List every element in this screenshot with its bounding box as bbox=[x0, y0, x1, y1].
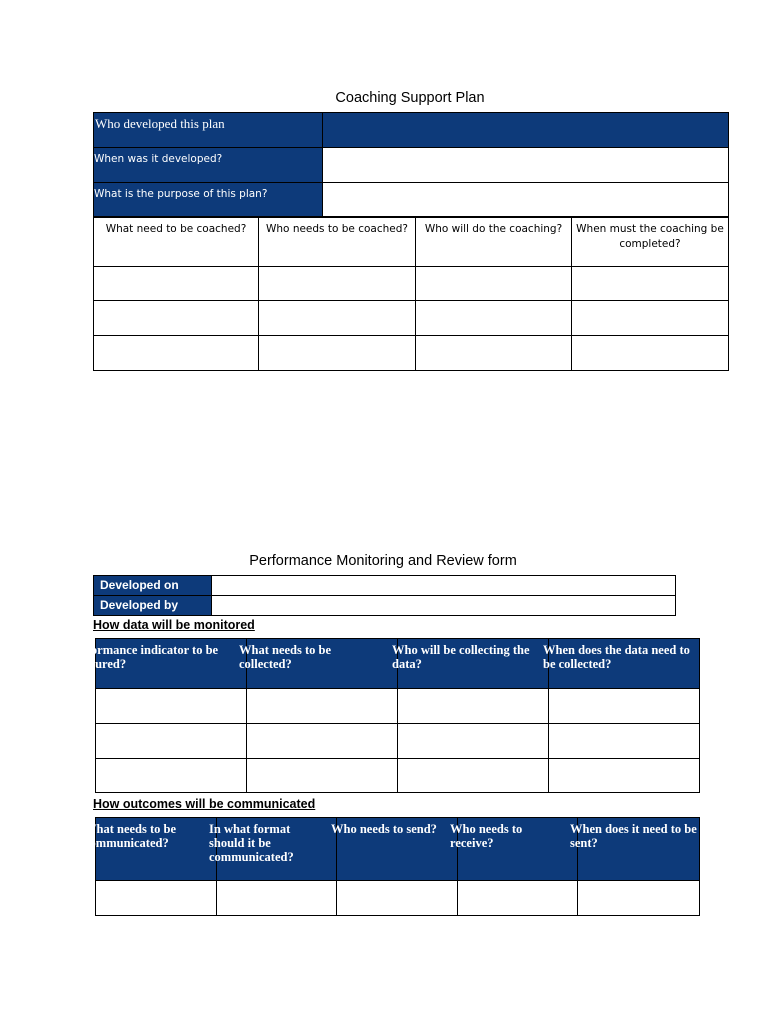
table-cell[interactable] bbox=[94, 336, 259, 371]
monitor-header-when bbox=[543, 639, 700, 689]
developed-by-label: Developed by bbox=[100, 598, 179, 612]
table-cell[interactable] bbox=[416, 267, 572, 301]
monitor-header-who-text: Who will be collecting the data? bbox=[392, 643, 530, 671]
table-cell[interactable] bbox=[96, 759, 247, 793]
table-cell[interactable] bbox=[217, 881, 337, 916]
monitor-header-when-text: When does the data need to be collected? bbox=[543, 643, 690, 671]
coaching-table bbox=[93, 216, 729, 371]
communicate-header-receive-text: Who needs to receive? bbox=[450, 822, 523, 850]
purpose-label: What is the purpose of this plan? bbox=[94, 188, 268, 200]
table-cell[interactable] bbox=[549, 724, 700, 759]
table-row bbox=[96, 689, 700, 724]
table-cell[interactable] bbox=[572, 267, 729, 301]
communicate-table bbox=[84, 817, 700, 916]
table-cell[interactable] bbox=[572, 336, 729, 371]
table-cell[interactable] bbox=[247, 689, 398, 724]
coaching-info-table bbox=[93, 112, 729, 218]
who-developed-label-cell bbox=[94, 113, 323, 148]
developed-by-value[interactable] bbox=[212, 596, 676, 616]
table-row bbox=[96, 724, 700, 759]
communicate-header-send bbox=[331, 818, 458, 881]
table-cell[interactable] bbox=[416, 301, 572, 336]
review-form-title: Performance Monitoring and Review form bbox=[249, 553, 517, 569]
table-cell[interactable] bbox=[94, 301, 259, 336]
table-cell[interactable] bbox=[337, 881, 458, 916]
monitor-header-collected-text: What needs to be collected? bbox=[239, 643, 332, 671]
monitor-header-indicator bbox=[68, 639, 247, 689]
monitor-header-collected bbox=[239, 639, 398, 689]
coaching-header-who-coached bbox=[259, 217, 416, 267]
coaching-plan-title: Coaching Support Plan bbox=[335, 90, 485, 106]
communicate-header-what-text: What needs to be communicated? bbox=[84, 822, 177, 850]
developed-by-label-cell bbox=[94, 596, 212, 616]
communicate-heading: How outcomes will be communicated bbox=[93, 797, 316, 811]
communicate-header-format-text: In what format should it be communicated? bbox=[209, 822, 294, 864]
table-row bbox=[94, 267, 729, 301]
when-developed-label-cell bbox=[94, 148, 323, 183]
monitor-heading: How data will be monitored bbox=[93, 618, 255, 632]
table-row bbox=[94, 301, 729, 336]
when-developed-value[interactable] bbox=[323, 148, 729, 183]
coaching-header-what-text: What need to be coached? bbox=[105, 223, 247, 235]
table-cell[interactable] bbox=[96, 881, 217, 916]
table-row bbox=[96, 759, 700, 793]
purpose-value[interactable] bbox=[323, 183, 729, 218]
table-cell[interactable] bbox=[458, 881, 578, 916]
monitor-table bbox=[68, 638, 700, 793]
table-cell[interactable] bbox=[416, 336, 572, 371]
communicate-header-send-text: Who needs to send? bbox=[331, 822, 437, 836]
communicate-header-format bbox=[209, 818, 337, 881]
communicate-header-when bbox=[570, 818, 700, 881]
table-cell[interactable] bbox=[247, 724, 398, 759]
developed-on-label: Developed on bbox=[100, 578, 179, 592]
table-cell[interactable] bbox=[96, 689, 247, 724]
table-cell[interactable] bbox=[96, 724, 247, 759]
developed-on-value[interactable] bbox=[212, 576, 676, 596]
coaching-header-when-text: When must the coaching be completed? bbox=[576, 223, 724, 250]
table-cell[interactable] bbox=[259, 301, 416, 336]
table-cell[interactable] bbox=[549, 689, 700, 724]
when-developed-label: When was it developed? bbox=[94, 153, 223, 165]
coaching-header-what bbox=[94, 217, 259, 267]
table-cell[interactable] bbox=[549, 759, 700, 793]
table-row bbox=[96, 881, 700, 916]
communicate-header-receive bbox=[450, 818, 578, 881]
table-cell[interactable] bbox=[398, 689, 549, 724]
table-cell[interactable] bbox=[247, 759, 398, 793]
communicate-header-when-text: When does it need to be sent? bbox=[570, 822, 697, 850]
table-row bbox=[94, 336, 729, 371]
communicate-header-what bbox=[84, 818, 217, 881]
table-cell[interactable] bbox=[578, 881, 700, 916]
who-developed-label: Who developed this plan bbox=[95, 116, 225, 131]
purpose-label-cell bbox=[94, 183, 323, 218]
who-developed-value[interactable] bbox=[323, 113, 729, 148]
coaching-header-when bbox=[572, 217, 729, 267]
coaching-header-who-coached-text: Who needs to be coached? bbox=[266, 223, 408, 235]
table-cell[interactable] bbox=[398, 724, 549, 759]
monitor-header-indicator-text: Performance indicator to be measured? bbox=[68, 643, 219, 671]
developed-table bbox=[93, 575, 676, 616]
table-cell[interactable] bbox=[259, 267, 416, 301]
table-cell[interactable] bbox=[259, 336, 416, 371]
developed-on-label-cell bbox=[94, 576, 212, 596]
coaching-header-who-coaching-text: Who will do the coaching? bbox=[424, 223, 563, 235]
table-cell[interactable] bbox=[572, 301, 729, 336]
table-cell[interactable] bbox=[398, 759, 549, 793]
table-cell[interactable] bbox=[94, 267, 259, 301]
monitor-header-who bbox=[392, 639, 549, 689]
coaching-header-who-coaching bbox=[416, 217, 572, 267]
